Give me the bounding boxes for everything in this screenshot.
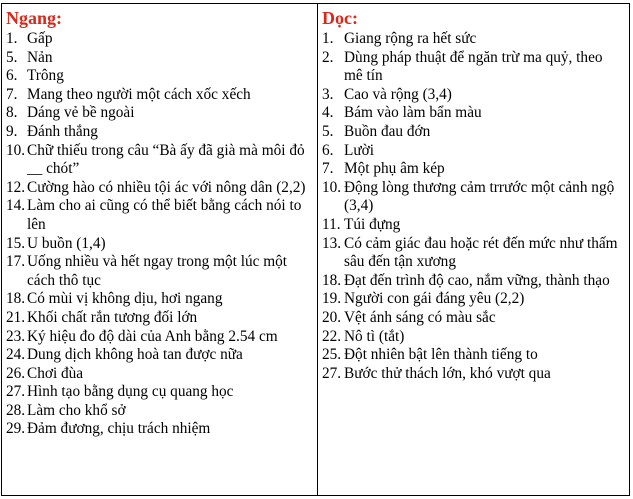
clue-item (6, 142, 313, 179)
clue-number: 5. (6, 48, 18, 66)
clue-number: 8. (6, 104, 18, 122)
clue-text: Vệt ánh sáng có màu sắc (344, 308, 496, 326)
clue-item (6, 49, 313, 68)
clue-number: 23. (6, 327, 26, 345)
clue-item (322, 328, 625, 347)
clue-number: 14. (6, 197, 26, 215)
clue-item (6, 104, 313, 123)
clue-text: Đánh thắng (27, 122, 98, 140)
clue-item (6, 253, 313, 290)
clue-item (6, 67, 313, 86)
clue-number: 27. (6, 383, 26, 401)
clue-text: Làm cho khổ sở (27, 401, 126, 419)
down-clue-list (322, 30, 625, 383)
clue-number: 2. (322, 48, 334, 66)
clue-text: Bước thử thách lớn, khó vượt qua (344, 364, 551, 382)
clue-number: 26. (6, 364, 26, 382)
clue-number: 13. (322, 234, 342, 252)
clue-text: Đột nhiên bật lên thành tiếng to (344, 346, 538, 364)
down-heading: Dọc: (322, 8, 358, 28)
clue-number: 6. (6, 67, 18, 85)
clue-item (322, 142, 625, 161)
clue-item (6, 86, 313, 105)
clue-text: Dung dịch không hoà tan được nữa (27, 346, 243, 364)
clue-text: Lười (344, 141, 374, 159)
clue-number: 9. (6, 122, 18, 140)
clue-number: 19. (322, 290, 342, 308)
clue-number: 11. (322, 215, 341, 233)
clue-item (6, 235, 313, 254)
across-heading: Ngang: (6, 8, 63, 28)
clue-number: 18. (6, 290, 26, 308)
clue-item (6, 290, 313, 309)
clue-item (322, 365, 625, 384)
clue-item (6, 346, 313, 365)
clue-text: Buồn đau đớn (344, 122, 431, 140)
clue-text: Động lòng thương cảm trrước một cảnh ngộ (3,4) (344, 178, 615, 215)
clue-text: Nản (27, 48, 53, 66)
clue-number: 3. (322, 85, 334, 103)
clue-number: 20. (322, 308, 342, 326)
clue-item (6, 30, 313, 49)
clue-item (322, 86, 625, 105)
across-column (2, 4, 318, 495)
clue-item (322, 123, 625, 142)
clue-number: 21. (6, 308, 26, 326)
clue-text: Mang theo người một cách xốc xếch (27, 85, 251, 103)
clue-text: Trông (27, 67, 64, 85)
clue-item (322, 49, 625, 86)
clue-number: 18. (322, 271, 342, 289)
clue-number: 22. (322, 327, 342, 345)
clue-item (322, 290, 625, 309)
clue-item (322, 235, 625, 272)
clue-item (6, 383, 313, 402)
clue-text: Đạt đến trình độ cao, nắm vững, thành thạo (344, 271, 610, 289)
clue-text: Giang rộng ra hết sức (344, 30, 477, 47)
clue-item (6, 328, 313, 347)
clue-text: Nô tì (tắt) (344, 327, 405, 345)
across-clue-list (6, 30, 313, 439)
clue-number: 15. (6, 234, 26, 252)
clue-text: Hình tạo bằng dụng cụ quang học (27, 383, 234, 401)
clue-item (6, 197, 313, 234)
clue-text: Làm cho ai cũng có thể biết bằng cách nói to lên (27, 197, 302, 233)
clue-number: 1. (322, 30, 334, 47)
down-column (318, 4, 629, 495)
clue-text: Gấp (27, 30, 53, 47)
clue-number: 1. (6, 30, 18, 47)
clue-number: 17. (6, 253, 26, 271)
clue-number: 25. (322, 346, 342, 364)
clue-item (6, 123, 313, 142)
clue-text: Có cảm giác đau hoặc rét đến mức như thấm sâu đến tận xương (344, 234, 618, 271)
clue-text: Dáng vẻ bề ngoài (27, 104, 135, 122)
clue-item (322, 104, 625, 123)
clue-text: Khối chất rắn tương đối lớn (27, 308, 198, 326)
clue-text: Túi đựng (344, 215, 401, 233)
clue-table (1, 3, 630, 496)
clue-number: 12. (6, 178, 26, 196)
clue-item (6, 309, 313, 328)
clue-number: 10. (322, 178, 342, 196)
clue-item (322, 30, 625, 49)
clue-number: 6. (322, 141, 334, 159)
clue-text: Chơi đùa (27, 364, 84, 382)
clue-item (322, 346, 625, 365)
clue-item (6, 420, 313, 439)
clue-text: Bám vào làm bẩn màu (344, 104, 482, 122)
clue-text: U buồn (1,4) (27, 234, 106, 252)
clue-item (322, 309, 625, 328)
clue-number: 5. (322, 122, 334, 140)
clue-item (322, 160, 625, 179)
clue-number: 4. (322, 104, 334, 122)
clue-text: Uống nhiều và hết ngay trong một lúc một cách thô tục (27, 253, 288, 289)
clue-text: Ký hiệu đo độ dài của Anh bằng 2.54 cm (27, 327, 278, 345)
clue-text: Người con gái đáng yêu (2,2) (344, 290, 525, 308)
clue-number: 10. (6, 141, 26, 159)
clue-item (322, 272, 625, 291)
clue-number: 29. (6, 420, 26, 438)
clue-item (6, 365, 313, 384)
clue-text: Dùng pháp thuật để ngăn trừ ma quỷ, theo mê tín (344, 48, 603, 85)
clue-item (322, 216, 625, 235)
clue-item (322, 179, 625, 216)
clue-text: Cao và rộng (3,4) (344, 85, 452, 103)
clue-text: Có mùi vị không dịu, hơi ngang (27, 290, 223, 308)
clue-text: Cường hào có nhiều tội ác với nông dân (2,2) (27, 178, 306, 196)
clue-number: 7. (6, 85, 18, 103)
clue-number: 7. (322, 160, 334, 178)
clue-number: 27. (322, 364, 342, 382)
clue-item (6, 402, 313, 421)
clue-text: Chữ thiếu trong câu “Bà ấy đã già mà môi đỏ __ chót” (27, 141, 305, 178)
clue-text: Một phụ âm kép (344, 160, 445, 178)
clue-number: 24. (6, 346, 26, 364)
clue-item (6, 179, 313, 198)
clue-text: Đảm đương, chịu trách nhiệm (27, 420, 211, 438)
clue-number: 28. (6, 401, 26, 419)
